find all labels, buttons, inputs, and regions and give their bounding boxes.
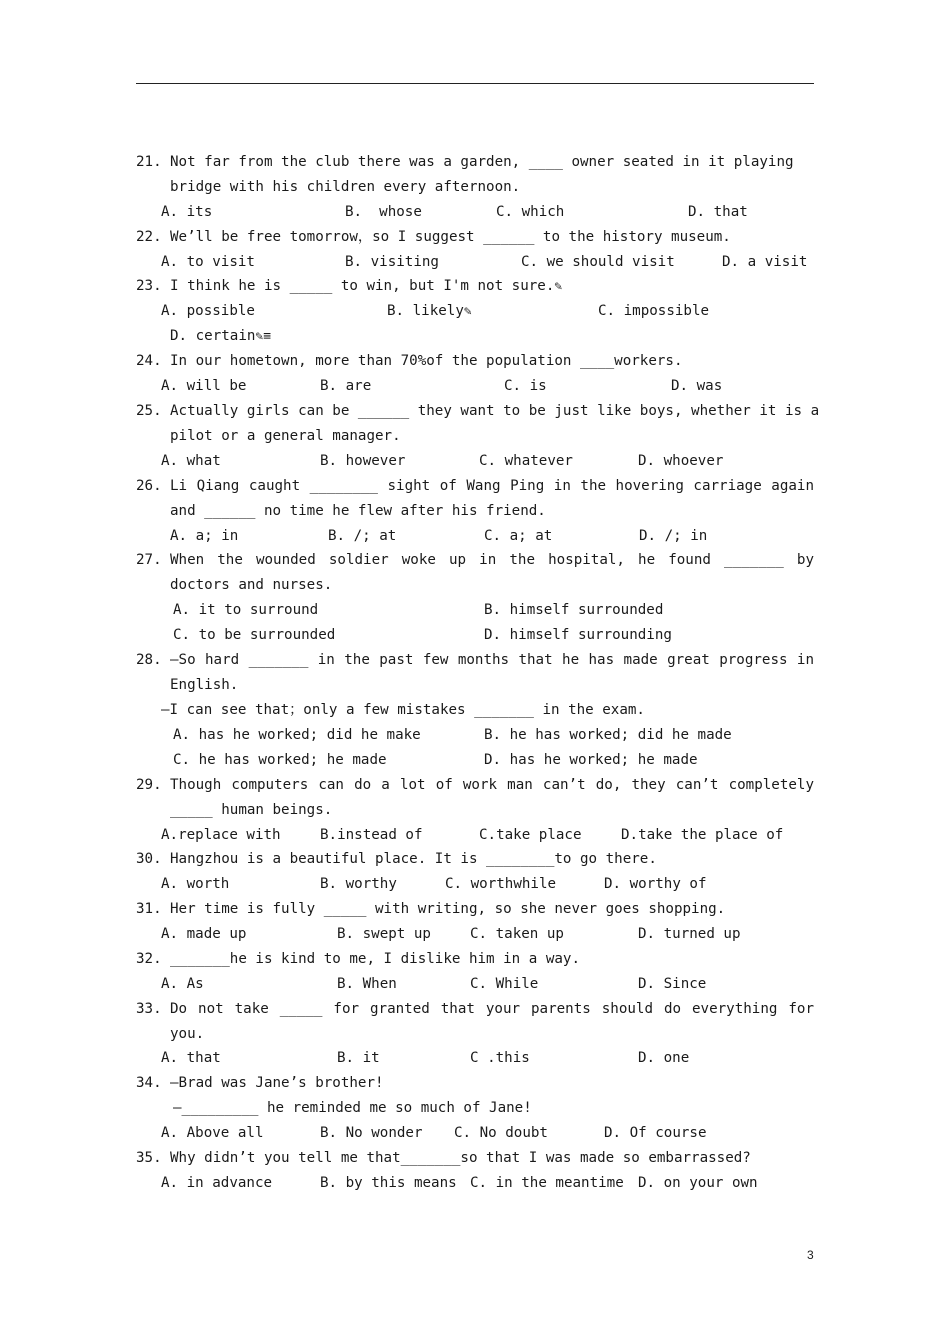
option-d: D. a visit bbox=[722, 254, 808, 270]
question-text: _____ human beings. bbox=[170, 802, 333, 818]
option-a: A. will be bbox=[161, 378, 247, 394]
option-b: B. worthy bbox=[320, 876, 397, 892]
question-number: 31. bbox=[136, 901, 162, 917]
option-d: D. worthy of bbox=[604, 876, 707, 892]
question-number: 25. bbox=[136, 403, 162, 419]
dialogue-reply: —_________ he reminded me so much of Jane! bbox=[173, 1100, 532, 1116]
question-number: 24. bbox=[136, 353, 162, 369]
option-c: C. to be surrounded bbox=[173, 627, 336, 643]
question-number: 23. bbox=[136, 278, 162, 294]
option-d: D. himself surrounding bbox=[484, 627, 672, 643]
question-number: 29. bbox=[136, 777, 162, 793]
header-rule bbox=[136, 83, 814, 84]
question-text: I think he is _____ to win, but I'm not sure. bbox=[170, 278, 555, 294]
question-text: —Brad was Jane’s brother! bbox=[170, 1075, 384, 1091]
question-text: Not far from the club there was a garden, ____ owner seated in it playing bbox=[170, 154, 794, 170]
option-a: A. As bbox=[161, 976, 204, 992]
option-a: A. a; in bbox=[170, 528, 239, 544]
page-number: 3 bbox=[807, 1248, 814, 1262]
question-number: 26. bbox=[136, 478, 162, 494]
question-text: —So hard _______ in the past few months that he has made great progress in bbox=[170, 652, 814, 668]
option-d: D. whoever bbox=[638, 453, 724, 469]
question-text: _______he is kind to me, I dislike him in a way. bbox=[170, 951, 580, 967]
option-b: B. When bbox=[337, 976, 397, 992]
question-text: Her time is fully _____ with writing, so she never goes shopping. bbox=[170, 901, 726, 917]
dialogue-reply: —I can see that；only a few mistakes _______ in the exam. bbox=[161, 702, 645, 718]
option-a: A. that bbox=[161, 1050, 221, 1066]
option-b: B. are bbox=[320, 378, 372, 394]
option-a: A. in advance bbox=[161, 1175, 273, 1191]
question-text: When the wounded soldier woke up in the hospital, he found _______ by bbox=[170, 552, 814, 568]
option-b: B. /; at bbox=[328, 528, 397, 544]
question-text: Actually girls can be ______ they want to be just like boys, whether it is a bbox=[170, 403, 820, 419]
option-b: B. likely bbox=[387, 303, 464, 319]
option-b: B. himself surrounded bbox=[484, 602, 664, 618]
option-c: C. a; at bbox=[484, 528, 553, 544]
option-a: A. its bbox=[161, 204, 213, 220]
option-a: A. possible bbox=[161, 303, 255, 319]
scribble-mark-icon: ✎≡ bbox=[255, 329, 272, 344]
option-a: A. Above all bbox=[161, 1125, 264, 1141]
option-b: B. swept up bbox=[337, 926, 431, 942]
option-d: D. on your own bbox=[638, 1175, 758, 1191]
question-text: Do not take _____ for granted that your parents should do everything for bbox=[170, 1001, 814, 1017]
option-b: B. it bbox=[337, 1050, 380, 1066]
question-number: 35. bbox=[136, 1150, 162, 1166]
question-text: Hangzhou is a beautiful place. It is ________to go there. bbox=[170, 851, 657, 867]
question-number: 22. bbox=[136, 229, 162, 245]
question-number: 28. bbox=[136, 652, 162, 668]
option-d: D. certain bbox=[170, 328, 256, 344]
option-c: C. worthwhile bbox=[445, 876, 557, 892]
option-b: B. he has worked; did he made bbox=[484, 727, 732, 743]
option-b: B. whose bbox=[345, 204, 422, 220]
scribble-mark-icon: ✎ bbox=[463, 304, 472, 319]
option-d: D. turned up bbox=[638, 926, 741, 942]
question-text: Li Qiang caught ________ sight of Wang Ping in the hovering carriage again bbox=[170, 478, 814, 494]
question-text: In our hometown, more than 70%of the population ____workers. bbox=[170, 353, 683, 369]
option-b: B. however bbox=[320, 453, 406, 469]
option-b: B.instead of bbox=[320, 827, 423, 843]
question-text: We’ll be free tomorrow，so I suggest ______ to the history museum. bbox=[170, 229, 731, 245]
scribble-mark-icon: ✎ bbox=[554, 279, 563, 294]
question-number: 34. bbox=[136, 1075, 162, 1091]
question-number: 27. bbox=[136, 552, 162, 568]
option-a: A. it to surround bbox=[173, 602, 319, 618]
question-text: and ______ no time he flew after his friend. bbox=[170, 503, 546, 519]
option-c: C. he has worked; he made bbox=[173, 752, 387, 768]
option-b: B. visiting bbox=[345, 254, 439, 270]
option-b: B. by this means bbox=[320, 1175, 457, 1191]
option-d: D. Of course bbox=[604, 1125, 707, 1141]
option-d: D. that bbox=[688, 204, 748, 220]
option-d: D. was bbox=[671, 378, 723, 394]
option-c: C. taken up bbox=[470, 926, 564, 942]
option-d: D.take the place of bbox=[621, 827, 784, 843]
option-c: C. in the meantime bbox=[470, 1175, 624, 1191]
option-c: C. No doubt bbox=[454, 1125, 548, 1141]
option-d: D. /; in bbox=[639, 528, 708, 544]
option-c: C. While bbox=[470, 976, 539, 992]
option-c: C. is bbox=[504, 378, 547, 394]
option-c: C.take place bbox=[479, 827, 582, 843]
question-text: pilot or a general manager. bbox=[170, 428, 401, 444]
question-text: Why didn’t you tell me that_______so that I was made so embarrassed? bbox=[170, 1150, 751, 1166]
option-c: C. impossible bbox=[598, 303, 710, 319]
option-c: C. we should visit bbox=[521, 254, 675, 270]
option-c: C .this bbox=[470, 1050, 530, 1066]
option-a: A. has he worked; did he make bbox=[173, 727, 421, 743]
question-text: bridge with his children every afternoon. bbox=[170, 179, 521, 195]
option-b: B. No wonder bbox=[320, 1125, 423, 1141]
option-c: C. whatever bbox=[479, 453, 573, 469]
question-number: 32. bbox=[136, 951, 162, 967]
option-a: A.replace with bbox=[161, 827, 281, 843]
option-a: A. to visit bbox=[161, 254, 255, 270]
question-number: 21. bbox=[136, 154, 162, 170]
question-number: 30. bbox=[136, 851, 162, 867]
option-c: C. which bbox=[496, 204, 565, 220]
option-d: D. Since bbox=[638, 976, 707, 992]
option-a: A. made up bbox=[161, 926, 247, 942]
question-number: 33. bbox=[136, 1001, 162, 1017]
option-a: A. what bbox=[161, 453, 221, 469]
option-a: A. worth bbox=[161, 876, 230, 892]
question-text: English. bbox=[170, 677, 239, 693]
question-text: you. bbox=[170, 1026, 205, 1042]
option-d: D. one bbox=[638, 1050, 690, 1066]
option-d: D. has he worked; he made bbox=[484, 752, 698, 768]
question-text: Though computers can do a lot of work man can’t do, they can’t completely bbox=[170, 777, 814, 793]
question-text: doctors and nurses. bbox=[170, 577, 333, 593]
